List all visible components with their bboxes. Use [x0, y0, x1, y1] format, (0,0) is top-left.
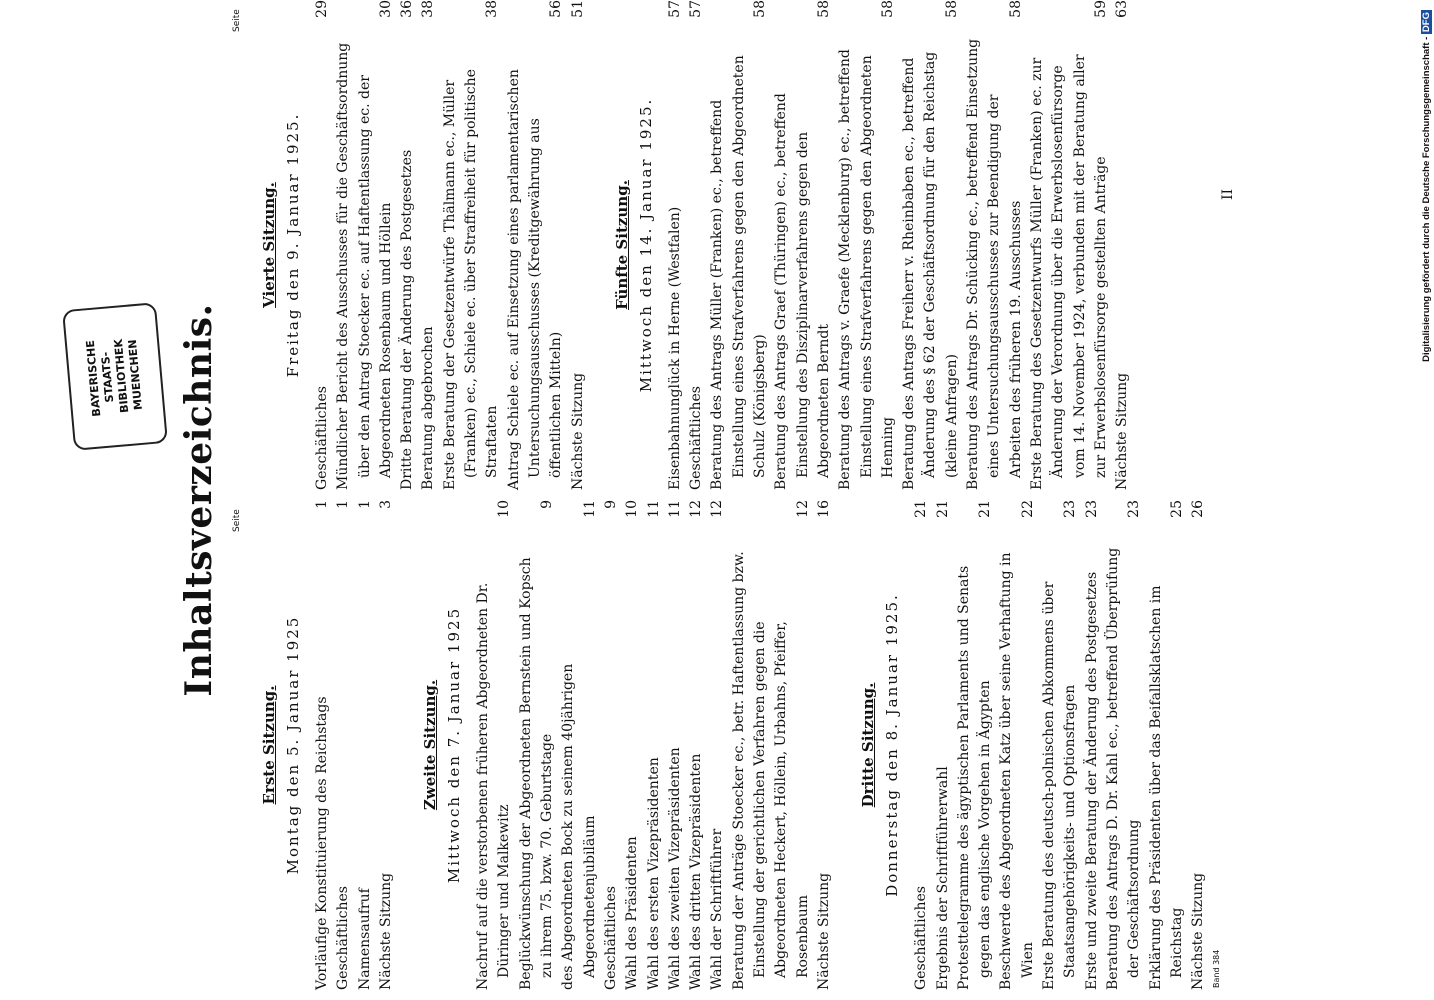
toc-entry-text: Beglückwünschung der Abgeordneten Bernstein und Kopsch zu ihrem 75. bzw. 70. Geburtstage — [517, 557, 556, 990]
toc-entry — [933, 500, 954, 990]
library-stamp — [62, 302, 168, 451]
toc-entry-page: 58 — [943, 0, 960, 18]
toc-entry-text: Vorläufige Konstituierung des Reichstags — [314, 696, 330, 990]
section-date: Mittwoch den 7. Januar 1925 — [445, 606, 464, 884]
toc-entry-text: Beratung des Antrags v. Graefe (Mecklenburg) ec., betreffend Einstellung eines Strafverfahrens gegen den Abgeordneten Henning — [837, 49, 896, 490]
toc-entry — [1082, 500, 1103, 990]
toc-entry-page: 26 — [1190, 500, 1207, 518]
toc-entry-text: Beratung des Antrags Graef (Thüringen) ec., betreffend Einstellung des Disziplinarverfahrens gegen den Abgeordneten Berndt — [773, 93, 832, 490]
toc-entry-text: Geschäftliches — [913, 886, 930, 990]
toc-entry — [1027, 0, 1112, 490]
toc-entry-text: Wahl des ersten Vizepräsidenten — [645, 757, 662, 990]
toc-entry-page: 9 — [539, 500, 556, 509]
toc-entry-text: Erste Beratung der Gesetzentwürfe Thälmann ec., Müller (Franken) ec., Schiele ec. über Straffreiheit für politische Straftaten — [441, 69, 501, 490]
section-date: Donnerstag den 8. Januar 1925. — [883, 593, 902, 897]
toc-entry-text: Beratung der Anträge Stoecker ec., betr. Haftentlassung bzw. Einstellung der gerichtlichen Verfahren gegen die Abgeordneten Heckert, Höllein, Urbahns, Pfeiffer, Rosenbaum — [730, 551, 811, 990]
toc-entry-page: 10 — [624, 500, 641, 518]
section-title: Erste Sitzung. — [260, 685, 278, 805]
toc-entry — [835, 0, 899, 490]
toc-entry-text: Beschwerde des Abgeordneten Katz über seine Verhaftung in Wien — [998, 552, 1036, 990]
toc-entry-page: 23 — [1062, 500, 1079, 518]
toc-entry-page: 58 — [1007, 0, 1024, 18]
toc-entry-text: Ergebnis der Schriftführerwahl — [934, 766, 951, 990]
toc-entry-text: Antrag Schiele ec. auf Einsetzung eines parlamentarischen Untersuchungsausschusses (Kreditgewährung aus öffentlichen Mitteln) — [505, 69, 565, 490]
toc-section — [258, 500, 397, 990]
toc-entry — [333, 0, 397, 490]
toc-entry-page: 11 — [666, 500, 683, 518]
toc-entry-text: Beratung abgebrochen — [420, 326, 437, 490]
toc-entry-text: Nächste Sitzung — [377, 872, 394, 990]
toc-entry-page: 56 — [548, 0, 565, 18]
toc-entry-page: 58 — [879, 0, 896, 18]
section-title: Zweite Sitzung. — [421, 679, 440, 811]
toc-entry-page: 12 — [688, 500, 705, 518]
toc-entry-page: 23 — [1126, 500, 1143, 518]
toc-entry-page: 21 — [934, 500, 951, 518]
toc-entry-text: Geschäftliches — [335, 886, 352, 990]
toc-entry-page: 51 — [569, 0, 586, 18]
stamp-line: MUENCHEN — [125, 338, 145, 411]
toc-entry — [729, 500, 814, 990]
section-title: Vierte Sitzung. — [260, 182, 278, 308]
toc-entry-text: Mündlicher Bericht des Ausschusses für die Geschäftsordnung über den Antrag Stoecker ec. auf Haftentlassung ec. der Abgeordneten Rosenbaum und Höllein — [335, 42, 394, 490]
toc-entry — [644, 500, 665, 990]
section-title: Fünfte Sitzung. — [612, 180, 631, 310]
toc-entry — [418, 0, 439, 490]
toc-entry-page: 58 — [752, 0, 769, 18]
section-date: Mittwoch den 14. Januar 1925. — [636, 97, 655, 393]
toc-entry — [312, 0, 333, 490]
section-date: Freitag den 9. Januar 1925. — [284, 112, 302, 378]
toc-entry-page: 63 — [1114, 0, 1131, 18]
toc-entry-text: Wahl des zweiten Vizepräsidenten — [666, 747, 683, 990]
toc-entry — [397, 0, 418, 490]
toc-section — [258, 0, 589, 490]
toc-entry-page: 38 — [484, 0, 501, 18]
volume-note: Band 384 — [1212, 949, 1221, 988]
toc-entry-page: 21 — [977, 500, 994, 518]
toc-entry — [622, 500, 643, 990]
toc-entry-page: 30 — [377, 0, 394, 18]
toc-entry-page: 23 — [1083, 500, 1100, 518]
toc-entry-page: 11 — [645, 500, 662, 518]
toc-entry-page: 1 — [356, 500, 373, 509]
toc-entry-text: Erste Beratung des deutsch-polnischen Abkommens über Staatsangehörigkeits- und Optionsfragen — [1041, 581, 1079, 990]
toc-entry — [1039, 500, 1082, 990]
document-title: Inhaltsverzeichnis. — [178, 303, 220, 697]
toc-entry-text: Nächste Sitzung — [1114, 372, 1131, 490]
toc-entry-text: Erste Beratung des Gesetzentwurfs Müller (Franken) ec. zur Änderung der Verordnung über die Erwerbslosenfürsorge vom 14. November 1924, verbunden mit der Beratung aller zur Erwerbslosenfürsorge gestellten Anträge — [1028, 54, 1109, 490]
toc-entry-page: 29 — [314, 0, 330, 18]
stamp-line: BIBLIOTHEK — [111, 338, 132, 414]
funding-credit — [1420, 10, 1434, 395]
toc-entry — [440, 0, 504, 490]
toc-entry-page: 1 — [335, 500, 352, 509]
toc-entry-page: 58 — [815, 0, 832, 18]
toc-entry-text: des Abgeordneten Bock zu seinem 40jährigen Abgeordnetenjubiläum — [560, 663, 598, 990]
toc-entry-text: Erste und zweite Beratung der Änderung des Postgesetzes — [1083, 571, 1100, 990]
toc-entry-page: 25 — [1168, 500, 1185, 518]
toc-entry — [707, 0, 771, 490]
toc-entry-page: 16 — [815, 500, 832, 518]
toc-entry — [473, 500, 516, 990]
stamp-line: BAYERISCHE — [83, 339, 104, 418]
toc-entry-page: 21 — [913, 500, 930, 518]
toc-entry-text: Erklärung des Präsidenten über das Beifallsklatschen im Reichstag — [1147, 585, 1185, 990]
column-header-right: Seite — [232, 9, 242, 32]
toc-entry-text: Dritte Beratung der Änderung des Postgesetzes — [399, 149, 416, 490]
toc-entry — [504, 0, 568, 490]
toc-section — [419, 500, 835, 990]
toc-entry-text: Namensaufruf — [356, 888, 373, 990]
toc-entry — [707, 500, 728, 990]
toc-entry-page: 59 — [1092, 0, 1109, 18]
toc-column-right — [258, 0, 1155, 490]
toc-entry-page: 3 — [377, 500, 394, 509]
toc-entry — [911, 500, 932, 990]
toc-entry — [954, 500, 997, 990]
toc-section — [857, 500, 1209, 990]
toc-entry-text: Wahl des dritten Vizepräsidenten — [688, 753, 705, 990]
toc-entry-page: 12 — [709, 500, 726, 518]
page-number: II — [1220, 188, 1236, 200]
toc-entry-page: 22 — [1019, 500, 1036, 518]
toc-entry-page: 10 — [496, 500, 513, 518]
toc-entry-page: 11 — [581, 500, 598, 518]
toc-entry — [333, 500, 354, 990]
toc-entry — [568, 0, 589, 490]
toc-entry — [601, 500, 622, 990]
toc-entry-text: Beratung des Antrags D. Dr. Kahl ec., betreffend Überprüfung der Geschäftsordnung — [1104, 547, 1143, 990]
toc-entry-page: 38 — [420, 0, 437, 18]
toc-entry — [665, 500, 686, 990]
toc-entry-text: Nächste Sitzung — [569, 372, 586, 490]
toc-entry — [1146, 500, 1189, 990]
dfg-logo: DFG — [1421, 12, 1432, 33]
toc-entry — [376, 500, 397, 990]
toc-entry — [686, 500, 707, 990]
stamp-line: STAATS- — [98, 351, 117, 403]
toc-entry-text: Beratung des Antrags Freiherr v. Rheinbaben ec., betreffend Änderung des § 62 der Geschäftsordnung für den Reichstag (kleine Anfragen) — [901, 51, 960, 490]
toc-entry-text: Nächste Sitzung — [815, 872, 832, 990]
toc-entry-text: Nachruf auf die verstorbenen früheren Abgeordneten Dr. Düringer und Malkewitz — [475, 582, 513, 990]
column-header-left: Seite — [232, 509, 242, 532]
toc-entry — [355, 500, 376, 990]
toc-entry-text: Wahl des Präsidenten — [624, 836, 641, 990]
toc-entry-text: Geschäftliches — [314, 386, 330, 490]
toc-entry — [516, 500, 559, 990]
toc-entry-text: Nächste Sitzung — [1190, 872, 1207, 990]
toc-entry — [996, 500, 1039, 990]
section-title: Dritte Sitzung. — [859, 682, 878, 808]
toc-entry — [963, 0, 1027, 490]
toc-entry-text: Geschäftliches — [688, 386, 705, 490]
toc-entry-text: Beratung des Antrags Dr. Schücking ec., betreffend Einsetzung eines Untersuchungsausschusses zur Beendigung der Arbeiten des früheren 19. Ausschusses — [965, 38, 1024, 490]
toc-entry-page: 36 — [399, 0, 416, 18]
toc-entry — [665, 0, 686, 490]
toc-entry — [686, 0, 707, 490]
toc-entry-text: Eisenbahnunglück in Herne (Westfalen) — [666, 206, 683, 490]
toc-entry — [558, 500, 601, 990]
toc-column-left — [258, 500, 1231, 990]
funding-credit-text: Digitalisierung gefördert durch die Deutsche Forschungsgemeinschaft - — [1421, 36, 1432, 362]
toc-entry — [1103, 500, 1146, 990]
toc-entry-text: Wahl der Schriftführer — [709, 828, 726, 990]
toc-entry-page: 57 — [688, 0, 705, 18]
toc-entry-text: Protesttelegramme des ägyptischen Parlaments und Senats gegen das englische Vorgehen in Ägypten — [955, 565, 994, 990]
toc-entry — [771, 0, 835, 490]
toc-entry-page: 12 — [794, 500, 811, 518]
toc-entry — [312, 500, 333, 990]
toc-entry — [1112, 0, 1133, 490]
toc-entry — [814, 500, 835, 990]
section-date: Montag den 5. Januar 1925 — [284, 615, 302, 875]
toc-entry-page: 1 — [314, 500, 330, 509]
toc-entry — [1188, 500, 1209, 990]
toc-entry-text: Beratung des Antrags Müller (Franken) ec., betreffend Einstellung eines Strafverfahrens gegen den Abgeordneten Schulz (Königsberg) — [709, 55, 769, 490]
toc-entry-text: Geschäftliches — [602, 886, 619, 990]
toc-entry — [899, 0, 963, 490]
toc-section — [611, 0, 1134, 490]
toc-entry-page: 57 — [666, 0, 683, 18]
toc-entry-page: 9 — [602, 500, 619, 509]
